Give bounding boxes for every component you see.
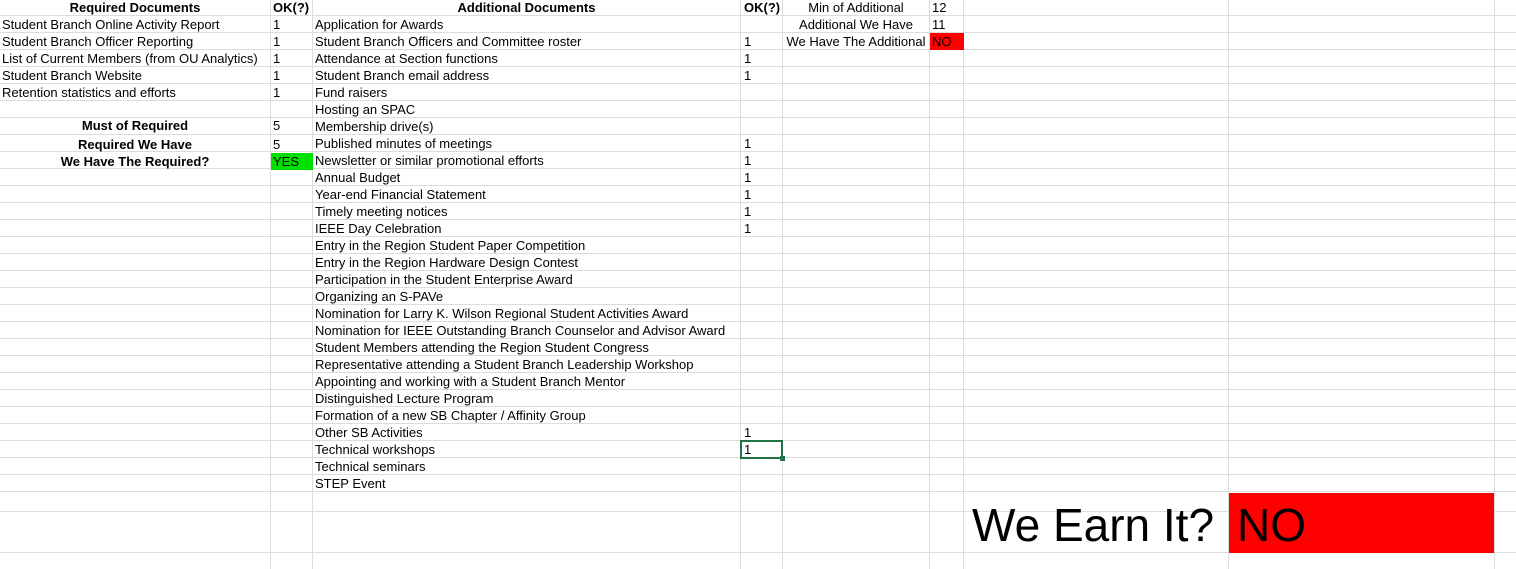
additional-item-ok[interactable]: 1 xyxy=(744,68,752,83)
required-we-have-value[interactable]: 5 xyxy=(273,137,281,152)
additional-item-ok[interactable]: 1 xyxy=(744,187,752,202)
we-have-required-label[interactable]: We Have The Required? xyxy=(60,154,210,169)
min-of-additional-label[interactable]: Min of Additional xyxy=(808,0,904,15)
additional-item-name[interactable]: Student Branch Officers and Committee roster xyxy=(315,34,582,49)
must-of-required-label[interactable]: Must of Required xyxy=(81,118,189,133)
required-item-ok[interactable]: 1 xyxy=(273,85,281,100)
additional-item-ok[interactable] xyxy=(741,339,782,356)
additional-item-ok[interactable] xyxy=(741,373,782,390)
column-gridline xyxy=(963,0,964,569)
required-ok-header[interactable]: OK(?) xyxy=(273,0,310,15)
additional-header[interactable]: Additional Documents xyxy=(457,0,596,15)
additional-item-ok[interactable] xyxy=(741,475,782,492)
additional-item-name[interactable]: Participation in the Student Enterprise Award xyxy=(315,272,573,287)
we-have-required-value[interactable]: YES xyxy=(271,153,313,170)
column-gridline xyxy=(270,0,271,569)
additional-item-ok[interactable] xyxy=(741,271,782,288)
additional-item-name[interactable]: Annual Budget xyxy=(315,170,401,185)
additional-item-name[interactable]: Membership drive(s) xyxy=(315,119,434,134)
additional-item-ok[interactable]: 1 xyxy=(744,51,752,66)
we-have-additional-value[interactable]: NO xyxy=(930,33,964,50)
additional-item-name[interactable]: STEP Event xyxy=(315,476,386,491)
additional-item-name[interactable]: Student Branch email address xyxy=(315,68,490,83)
column-gridline xyxy=(312,0,313,569)
required-item-ok[interactable]: 1 xyxy=(273,51,281,66)
additional-item-name[interactable]: IEEE Day Celebration xyxy=(315,221,442,236)
additional-item-ok[interactable]: 1 xyxy=(744,170,752,185)
additional-we-have-value[interactable]: 11 xyxy=(932,17,946,32)
additional-item-ok[interactable] xyxy=(741,16,782,33)
additional-item-name[interactable]: Student Members attending the Region Student Congress xyxy=(315,340,649,355)
additional-item-ok[interactable] xyxy=(741,101,782,118)
must-of-required-value[interactable]: 5 xyxy=(273,118,281,133)
additional-item-name[interactable]: Organizing an S-PAVe xyxy=(315,289,444,304)
additional-item-name[interactable]: Newsletter or similar promotional efforts xyxy=(315,153,544,168)
we-have-additional-label[interactable]: We Have The Additional xyxy=(786,34,926,49)
column-gridline xyxy=(929,0,930,569)
additional-item-name[interactable]: Application for Awards xyxy=(315,17,444,32)
additional-item-name[interactable]: Technical workshops xyxy=(315,442,435,457)
additional-item-ok[interactable] xyxy=(741,322,782,339)
additional-item-ok[interactable] xyxy=(741,254,782,271)
selected-cell[interactable]: 1 xyxy=(741,441,782,458)
column-gridline xyxy=(1494,0,1495,569)
additional-item-ok[interactable] xyxy=(741,84,782,101)
additional-item-ok[interactable]: 1 xyxy=(744,221,752,236)
additional-item-ok[interactable] xyxy=(741,407,782,424)
additional-item-name[interactable]: Nomination for IEEE Outstanding Branch Counselor and Advisor Award xyxy=(315,323,726,338)
additional-item-ok[interactable] xyxy=(741,237,782,254)
we-earn-it-value[interactable]: NO xyxy=(1229,493,1494,553)
required-item-name[interactable]: List of Current Members (from OU Analytics) xyxy=(2,51,258,66)
required-item-ok[interactable]: 1 xyxy=(273,68,281,83)
required-item-name[interactable]: Retention statistics and efforts xyxy=(2,85,176,100)
additional-item-name[interactable]: Timely meeting notices xyxy=(315,204,448,219)
additional-item-name[interactable]: Appointing and working with a Student Branch Mentor xyxy=(315,374,626,389)
required-item-ok[interactable]: 1 xyxy=(273,17,281,32)
additional-item-name[interactable]: Entry in the Region Hardware Design Contest xyxy=(315,255,579,270)
additional-item-name[interactable]: Published minutes of meetings xyxy=(315,136,493,151)
required-header[interactable]: Required Documents xyxy=(69,0,201,15)
required-we-have-label[interactable]: Required We Have xyxy=(78,137,192,152)
min-of-additional-value[interactable]: 12 xyxy=(932,0,947,15)
additional-ok-header[interactable]: OK(?) xyxy=(744,0,781,15)
additional-item-name[interactable]: Formation of a new SB Chapter / Affinity Group xyxy=(315,408,586,423)
additional-item-ok[interactable]: 1 xyxy=(744,204,752,219)
additional-item-name[interactable]: Distinguished Lecture Program xyxy=(315,391,494,406)
additional-item-name[interactable]: Technical seminars xyxy=(315,459,426,474)
we-earn-it-label[interactable]: We Earn It? xyxy=(972,499,1215,551)
additional-item-ok[interactable] xyxy=(741,305,782,322)
additional-item-ok[interactable]: 1 xyxy=(744,136,752,151)
additional-item-ok[interactable] xyxy=(741,118,782,135)
required-item-name[interactable]: Student Branch Website xyxy=(2,68,142,83)
additional-item-ok[interactable] xyxy=(741,356,782,373)
additional-item-name[interactable]: Other SB Activities xyxy=(315,425,423,440)
column-gridline xyxy=(1228,0,1229,569)
additional-item-name[interactable]: Nomination for Larry K. Wilson Regional Student Activities Award xyxy=(315,306,689,321)
additional-item-ok[interactable] xyxy=(741,288,782,305)
additional-item-name[interactable]: Year-end Financial Statement xyxy=(315,187,486,202)
column-gridline xyxy=(782,0,783,569)
additional-item-name[interactable]: Attendance at Section functions xyxy=(315,51,498,66)
additional-item-name[interactable]: Hosting an SPAC xyxy=(315,102,416,117)
additional-item-name[interactable]: Representative attending a Student Branch Leadership Workshop xyxy=(315,357,694,372)
additional-we-have-label[interactable]: Additional We Have xyxy=(799,17,913,32)
additional-item-ok[interactable] xyxy=(741,458,782,475)
additional-item-ok[interactable]: 1 xyxy=(744,425,752,440)
additional-item-ok[interactable] xyxy=(741,390,782,407)
required-item-ok[interactable]: 1 xyxy=(273,34,281,49)
additional-item-name[interactable]: Entry in the Region Student Paper Competition xyxy=(315,238,586,253)
additional-item-ok[interactable]: 1 xyxy=(744,153,752,168)
additional-item-name[interactable]: Fund raisers xyxy=(315,85,388,100)
required-item-name[interactable]: Student Branch Officer Reporting xyxy=(2,34,194,49)
required-item-name[interactable]: Student Branch Online Activity Report xyxy=(2,17,220,32)
additional-item-ok[interactable]: 1 xyxy=(744,34,752,49)
